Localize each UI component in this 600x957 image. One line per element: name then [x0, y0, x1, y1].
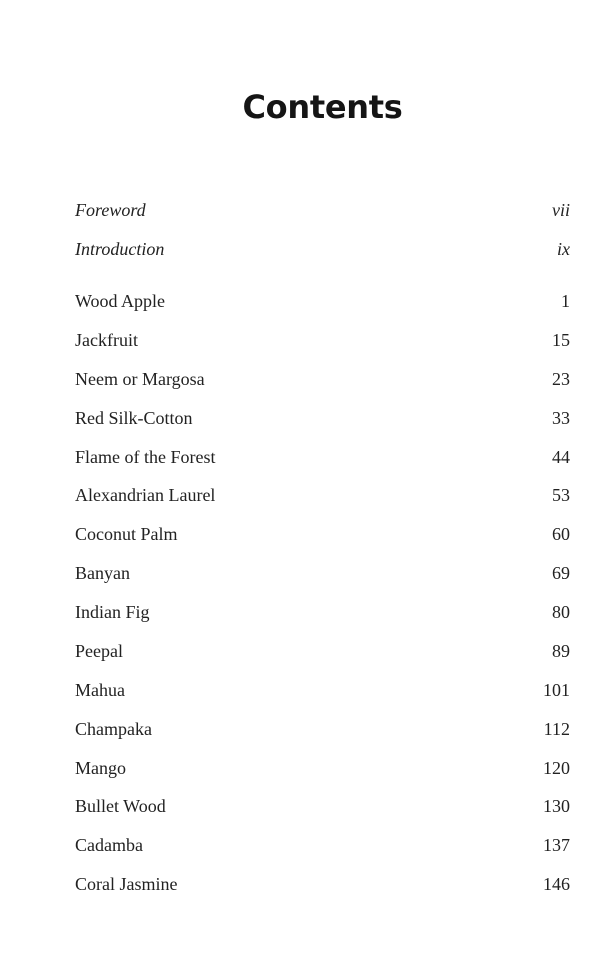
toc-page-number: 112: [543, 719, 570, 739]
toc-entry[interactable]: [75, 796, 570, 820]
toc-entry[interactable]: [75, 291, 570, 315]
toc-entry[interactable]: [75, 835, 570, 859]
toc-page-number: 53: [552, 485, 570, 505]
toc-entry-title: Peepal: [75, 641, 123, 661]
table-of-contents: [75, 0, 570, 957]
toc-entry[interactable]: [75, 408, 570, 432]
toc-page-number: 146: [543, 874, 570, 894]
toc-entry-foreword[interactable]: [75, 200, 570, 224]
toc-entry[interactable]: [75, 680, 570, 704]
toc-entry-title: Cadamba: [75, 835, 143, 855]
toc-page-number: 33: [552, 408, 570, 428]
toc-entry-title: Bullet Wood: [75, 796, 166, 816]
toc-entry[interactable]: [75, 369, 570, 393]
toc-page-number: 60: [552, 524, 570, 544]
toc-entry-title: Coral Jasmine: [75, 874, 178, 894]
toc-entry[interactable]: [75, 874, 570, 898]
toc-entry-title: Foreword: [75, 200, 146, 220]
toc-page-number: 120: [543, 758, 570, 778]
toc-page-number: 1: [561, 291, 570, 311]
toc-page-number: 89: [552, 641, 570, 661]
toc-entry[interactable]: [75, 330, 570, 354]
toc-page-number: 23: [552, 369, 570, 389]
toc-entry[interactable]: [75, 758, 570, 782]
toc-entry-title: Coconut Palm: [75, 524, 178, 544]
toc-page-number: vii: [552, 200, 570, 220]
toc-entry-title: Introduction: [75, 239, 165, 259]
toc-entry-title: Banyan: [75, 563, 130, 583]
toc-entry[interactable]: [75, 641, 570, 665]
toc-entry[interactable]: [75, 524, 570, 548]
toc-page-number: 80: [552, 602, 570, 622]
toc-entry-title: Flame of the Forest: [75, 447, 216, 467]
toc-entry[interactable]: [75, 447, 570, 471]
toc-entry-title: Neem or Margosa: [75, 369, 205, 389]
toc-page-number: 44: [552, 447, 570, 467]
toc-page-number: 101: [543, 680, 570, 700]
toc-entry-title: Jackfruit: [75, 330, 138, 350]
toc-entry-title: Mahua: [75, 680, 125, 700]
toc-entry[interactable]: [75, 719, 570, 743]
toc-entry-title: Alexandrian Laurel: [75, 485, 216, 505]
page-title: Contents: [242, 88, 403, 126]
toc-entry-introduction[interactable]: [75, 239, 570, 263]
toc-page-number: 137: [543, 835, 570, 855]
toc-page-number: 15: [552, 330, 570, 350]
toc-entry[interactable]: [75, 485, 570, 509]
toc-entry-title: Wood Apple: [75, 291, 166, 311]
toc-entry[interactable]: [75, 563, 570, 587]
toc-entry-title: Indian Fig: [75, 602, 150, 622]
toc-page-number: 69: [552, 563, 570, 583]
toc-entry-title: Red Silk-Cotton: [75, 408, 193, 428]
toc-page-number: ix: [557, 239, 570, 259]
toc-entry-title: Champaka: [75, 719, 152, 739]
toc-page-number: 130: [543, 796, 570, 816]
toc-entry-title: Mango: [75, 758, 126, 778]
toc-entry[interactable]: [75, 602, 570, 626]
